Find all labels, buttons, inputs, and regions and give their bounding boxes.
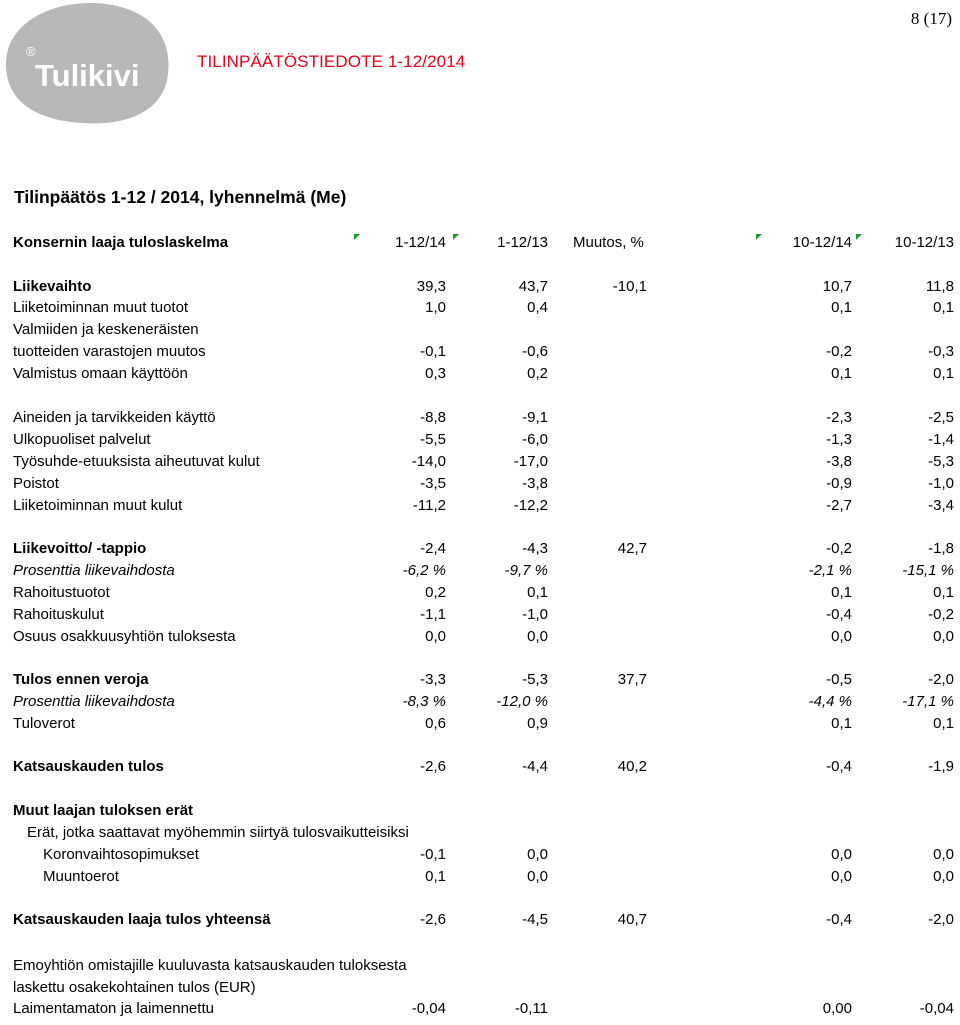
row-value: -0,2 [928,606,954,623]
row-value: 0,4 [527,299,548,316]
row-value: -4,4 % [808,693,852,710]
row-value: 0,2 [527,365,548,382]
row-value: -2,4 [420,540,446,557]
table-row [0,824,960,846]
row-label: Valmiiden ja keskeneräisten [13,321,199,338]
row-value: 0,00 [822,1000,852,1017]
row-label: Rahoituskulut [13,606,104,623]
table-row [0,693,960,715]
table-row [0,321,960,343]
table-row [0,715,960,737]
table-row [0,365,960,387]
row-label: Osuus osakkuusyhtiön tuloksesta [13,628,236,645]
row-value: 0,0 [831,628,852,645]
row-value: -6,2 % [402,562,446,579]
row-value: 0,0 [425,628,446,645]
page-number: 8 (17) [910,9,952,28]
column-header-10-12-13: 10-12/13 [894,234,954,251]
row-value: -1,0 [522,606,548,623]
row-value: -0,9 [826,475,852,492]
row-label: Aineiden ja tarvikkeiden käyttö [13,409,216,426]
row-value: -0,04 [411,1000,446,1017]
row-value: 40,7 [617,911,647,928]
table-row [0,431,960,453]
row-value: 0,3 [425,365,446,382]
row-value: 0,1 [831,584,852,601]
table-row [0,497,960,519]
row-value: -0,4 [826,758,852,775]
row-value: -9,1 [522,409,548,426]
row-value: -3,8 [826,453,852,470]
row-value: 0,1 [933,299,954,316]
row-value: 0,0 [933,868,954,885]
row-value: 43,7 [518,278,548,295]
row-value: -2,6 [420,758,446,775]
row-value: 0,1 [933,584,954,601]
row-value: 0,1 [425,868,446,885]
row-value: 0,0 [933,628,954,645]
table-row [0,453,960,475]
row-label: Työsuhde-etuuksista aiheutuvat kulut [13,453,260,470]
table-row [0,540,960,562]
row-label: Katsauskauden tulos [13,758,164,775]
row-value: 0,0 [831,846,852,863]
row-label: Liikevoitto/ -tappio [13,540,147,557]
row-label: Laimentamaton ja laimennettu [13,1000,214,1017]
table-row [0,584,960,606]
row-label: Valmistus omaan käyttöön [13,365,188,382]
row-value: 0,6 [425,715,446,732]
row-value: 0,9 [527,715,548,732]
row-value: 10,7 [822,278,852,295]
row-value: -1,1 [420,606,446,623]
table-row [0,802,960,824]
column-header-10-12-14: 10-12/14 [792,234,852,251]
row-value: -0,1 [420,343,446,360]
row-label: Ulkopuoliset palvelut [13,431,151,448]
row-value: -11,2 [412,497,446,514]
row-label: Prosenttia liikevaihdosta [13,562,175,579]
table-row [0,278,960,300]
row-value: -3,3 [420,671,446,688]
row-value: 0,0 [933,846,954,863]
row-value: -14,0 [411,453,446,470]
row-value: -5,5 [420,431,446,448]
row-value: -2,5 [928,409,954,426]
row-value: -2,6 [420,911,446,928]
row-value: -12,2 [513,497,548,514]
row-label: Poistot [13,475,59,492]
row-value: -15,1 % [902,562,954,579]
row-value: 0,0 [527,846,548,863]
row-label: Liikevaihto [13,278,92,295]
row-value: 0,1 [831,715,852,732]
row-value: -4,5 [522,911,548,928]
row-value: -8,3 % [402,693,446,710]
column-header-change: Muutos, % [573,234,644,251]
row-value: -3,8 [522,475,548,492]
row-label: tuotteiden varastojen muutos [13,343,206,360]
row-value: 11,8 [925,278,954,295]
row-value: 0,0 [831,868,852,885]
green-marker-icon [756,234,762,240]
row-label: Erät, jotka saattavat myöhemmin siirtyä tulosvaikutteisiksi [27,824,409,841]
green-marker-icon [453,234,459,240]
document-header: TILINPÄÄTÖSTIEDOTE 1-12/2014 [197,52,466,71]
row-value: -0,11 [514,1000,548,1017]
table-row [0,758,960,780]
row-value: -10,1 [612,278,647,295]
row-value: -4,3 [522,540,548,557]
row-value: -0,5 [826,671,852,688]
row-label: Prosenttia liikevaihdosta [13,693,175,710]
row-value: 0,1 [933,715,954,732]
registered-mark: ® [26,44,36,59]
row-value: -0,4 [826,606,852,623]
row-value: -2,1 % [808,562,852,579]
row-value: -17,0 [513,453,548,470]
row-value: 0,1 [831,365,852,382]
row-value: 0,1 [933,365,954,382]
row-value: -2,3 [826,409,852,426]
row-value: -12,0 % [496,693,548,710]
table-row [0,562,960,584]
row-value: 1,0 [425,299,446,316]
row-value: 42,7 [617,540,647,557]
table-row [0,671,960,693]
row-label: Katsauskauden laaja tulos yhteensä [13,911,271,928]
table-row [0,957,960,979]
table-row [0,409,960,431]
table-row [0,868,960,890]
row-value: -9,7 % [504,562,548,579]
row-value: -0,2 [826,343,852,360]
row-label: Tulos ennen veroja [13,671,149,688]
table-row [0,343,960,365]
row-value: -17,1 % [902,693,954,710]
table-row [0,628,960,650]
table-row [0,299,960,321]
row-label: Liiketoiminnan muut tuotot [13,299,189,316]
row-value: -1,4 [928,431,954,448]
row-value: -6,0 [522,431,548,448]
column-header-1-12-13: 1-12/13 [497,234,548,251]
tulikivi-logo [2,2,170,124]
row-value: -8,8 [420,409,446,426]
row-value: -4,4 [522,758,548,775]
row-value: 39,3 [416,278,446,295]
row-value: 0,1 [527,584,548,601]
table-row [0,475,960,497]
row-label: Muut laajan tuloksen erät [13,802,194,819]
row-value: -5,3 [522,671,548,688]
row-value: -2,7 [826,497,852,514]
row-value: -3,4 [928,497,954,514]
row-value: 0,1 [831,299,852,316]
table-header [0,234,960,256]
row-label: Emoyhtiön omistajille kuuluvasta katsauskauden tuloksesta [13,957,407,974]
green-marker-icon [354,234,360,240]
row-value: -0,6 [522,343,548,360]
row-label: Koronvaihtosopimukset [43,846,199,863]
row-value: 40,2 [617,758,647,775]
row-label: Liiketoiminnan muut kulut [13,497,183,514]
green-marker-icon [856,234,862,240]
row-label: laskettu osakekohtainen tulos (EUR) [13,979,256,996]
row-value: -3,5 [420,475,446,492]
table-row [0,606,960,628]
table-row [0,979,960,1001]
row-value: -0,04 [919,1000,954,1017]
row-value: -2,0 [928,911,954,928]
logo-text: Tulikivi [35,58,140,93]
row-value: 0,0 [527,868,548,885]
row-value: -0,2 [826,540,852,557]
row-value: -5,3 [928,453,954,470]
row-value: -0,1 [420,846,446,863]
table-header-label: Konsernin laaja tuloslaskelma [13,234,229,251]
row-label: Tuloverot [13,715,75,732]
row-label: Rahoitustuotot [13,584,110,601]
column-header-1-12-14: 1-12/14 [395,234,446,251]
row-value: 0,2 [425,584,446,601]
row-value: 37,7 [617,671,647,688]
row-value: -2,0 [928,671,954,688]
report-title: Tilinpäätös 1-12 / 2014, lyhennelmä (Me) [14,187,347,207]
table-row [0,1000,960,1022]
row-value: -1,0 [928,475,954,492]
row-value: -1,9 [928,758,954,775]
row-label: Muuntoerot [43,868,119,885]
row-value: -0,3 [928,343,954,360]
row-value: -0,4 [826,911,852,928]
table-row [0,846,960,868]
row-value: 0,0 [527,628,548,645]
table-row [0,911,960,933]
row-value: -1,8 [928,540,954,557]
row-value: -1,3 [826,431,852,448]
